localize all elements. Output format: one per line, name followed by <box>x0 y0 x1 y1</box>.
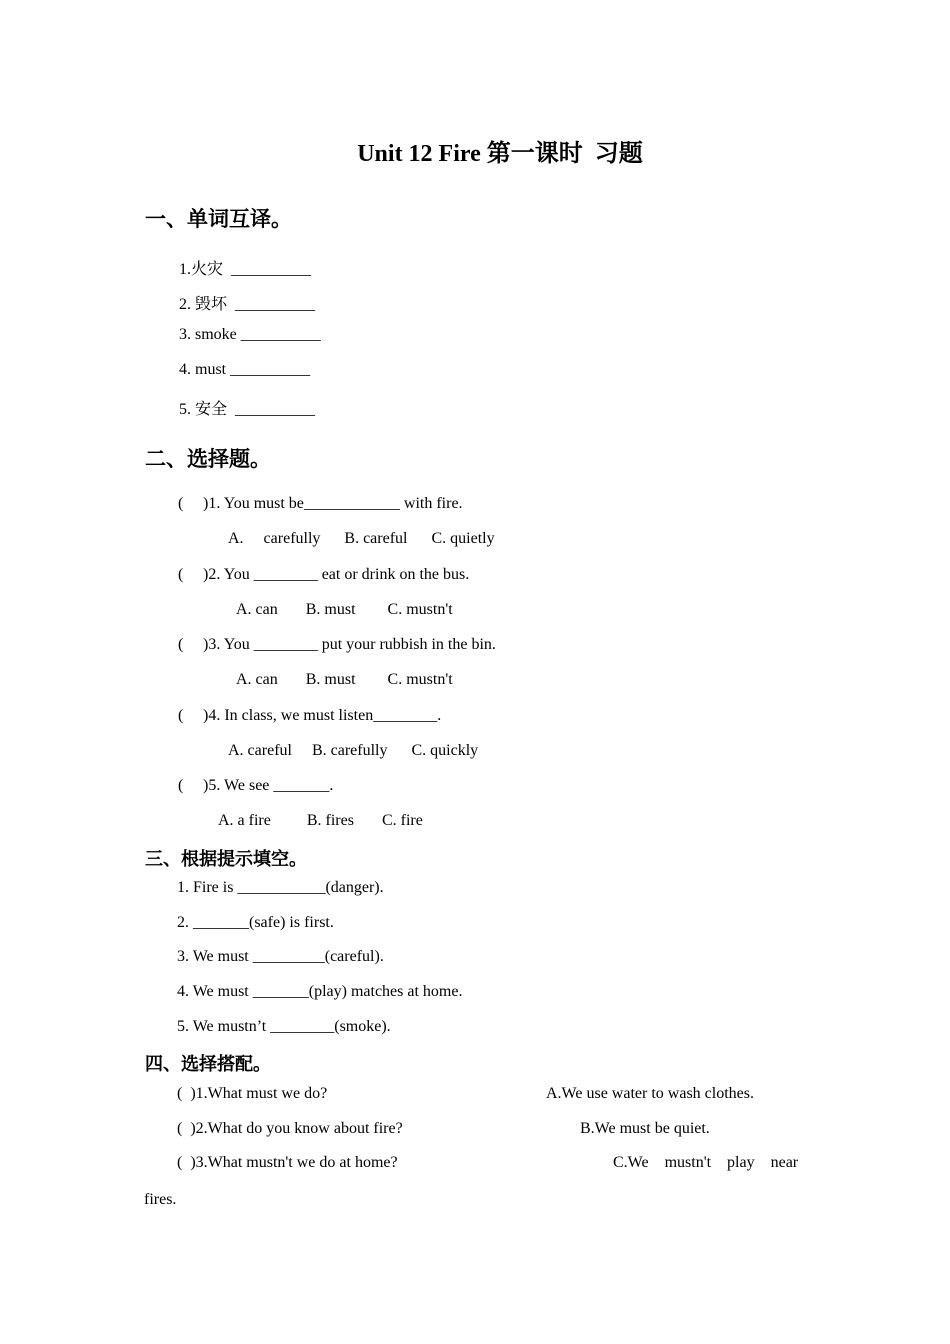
section-heading-word-translation: 一、单词互译。 <box>145 207 292 231</box>
word-item-5: 5. 安全 __________ <box>179 399 316 418</box>
mc-question-3-paren: ( <box>178 636 184 653</box>
fill-item-1: 1. Fire is ___________(danger). <box>177 879 384 896</box>
mc-options-5: A. a fire B. fires C. fire <box>218 812 423 829</box>
fill-item-5: 5. We mustn’t ________(smoke). <box>177 1018 391 1035</box>
match-answer-a: A.We use water to wash clothes. <box>546 1085 754 1102</box>
mc-options-4: A. careful B. carefully C. quickly <box>228 742 479 759</box>
section-heading-fill-in: 三、根据提示填空。 <box>145 849 307 870</box>
word-item-2: 2. 毁坏 __________ <box>179 294 316 313</box>
fill-item-4: 4. We must _______(play) matches at home. <box>177 983 463 1000</box>
word-item-3: 3. smoke __________ <box>179 326 321 343</box>
match-answer-b: B.We must be quiet. <box>580 1120 710 1137</box>
mc-question-2: )2. You ________ eat or drink on the bus. <box>203 566 470 583</box>
mc-question-4-paren: ( <box>178 707 184 724</box>
match-answer-c-wrap: fires. <box>144 1191 177 1208</box>
section-heading-multiple-choice: 二、选择题。 <box>145 447 271 471</box>
fill-item-2: 2. _______(safe) is first. <box>177 914 334 931</box>
mc-question-1: )1. You must be____________ with fire. <box>203 495 463 512</box>
match-question-3: ( )3.What mustn't we do at home? <box>177 1154 398 1171</box>
mc-question-1-paren: ( <box>178 495 184 512</box>
page-title: Unit 12 Fire 第一课时 习题 <box>357 141 643 167</box>
match-question-2: ( )2.What do you know about fire? <box>177 1120 403 1137</box>
mc-question-2-paren: ( <box>178 566 184 583</box>
mc-question-3: )3. You ________ put your rubbish in the bin. <box>203 636 496 653</box>
mc-options-3: A. can B. must C. mustn't <box>236 671 453 688</box>
match-question-1: ( )1.What must we do? <box>177 1085 328 1102</box>
mc-options-1: A. carefully B. careful C. quietly <box>228 530 495 547</box>
match-answer-c: C.We mustn't play near <box>613 1154 799 1171</box>
section-heading-matching: 四、选择搭配。 <box>145 1054 271 1075</box>
word-item-1: 1.火灾 __________ <box>179 259 312 278</box>
mc-question-4: )4. In class, we must listen________. <box>203 707 442 724</box>
word-item-4: 4. must __________ <box>179 361 311 378</box>
mc-options-2: A. can B. must C. mustn't <box>236 601 453 618</box>
fill-item-3: 3. We must _________(careful). <box>177 948 384 965</box>
mc-question-5: )5. We see _______. <box>203 777 334 794</box>
mc-question-5-paren: ( <box>178 777 184 794</box>
